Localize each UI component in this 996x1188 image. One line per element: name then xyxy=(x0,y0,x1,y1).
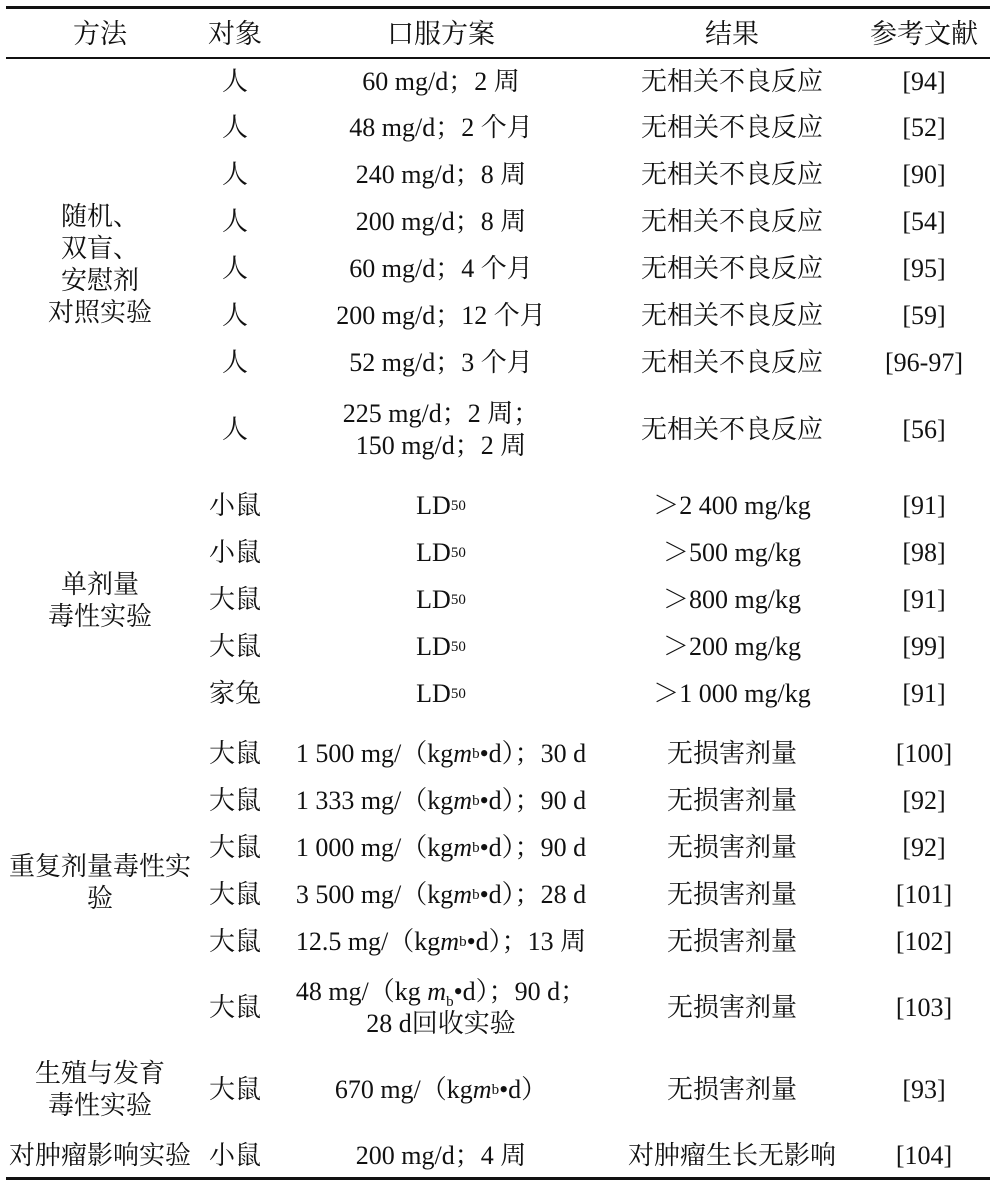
cell-subject: 人 xyxy=(221,254,248,283)
cell-regimen: 200 mg/d；4 周 xyxy=(355,1141,527,1170)
cell-result: ＞1 000 mg/kg xyxy=(653,679,811,708)
cell-result: 无损害剂量 xyxy=(666,993,797,1022)
cell-subject: 小鼠 xyxy=(208,538,261,567)
cell-reference: [91] xyxy=(902,491,946,520)
cell-reference: [91] xyxy=(902,585,946,614)
cell-subject: 人 xyxy=(221,113,248,142)
cell-result: ＞500 mg/kg xyxy=(663,538,801,567)
cell-result: 无损害剂量 xyxy=(666,739,797,768)
cell-reference: [95] xyxy=(902,254,946,283)
cell-reference: [56] xyxy=(902,415,946,444)
cell-regimen: 1 500 mg/（kg m b •d）；30 d xyxy=(295,739,587,768)
cell-regimen: 200 mg/d；8 周 xyxy=(355,207,527,236)
cell-regimen: 670 mg/（kg m b •d） xyxy=(334,1075,548,1104)
cell-result: 无相关不良反应 xyxy=(640,207,823,236)
cell-regimen: 1 000 mg/（kg m b •d）；90 d xyxy=(295,833,587,862)
header-references: 参考文献 xyxy=(870,19,978,49)
cell-subject: 大鼠 xyxy=(208,632,261,661)
cell-regimen: 3 500 mg/（kg m b •d）；28 d xyxy=(295,880,587,909)
cell-result: 无相关不良反应 xyxy=(640,160,823,189)
cell-subject: 家兔 xyxy=(208,679,261,708)
cell-reference: [104] xyxy=(895,1141,953,1170)
cell-subject: 大鼠 xyxy=(208,786,261,815)
cell-reference: [100] xyxy=(895,739,953,768)
cell-regimen: 60 mg/d；2 周 xyxy=(362,67,520,96)
cell-reference: [96-97] xyxy=(885,348,963,377)
cell-subject: 大鼠 xyxy=(208,993,261,1022)
cell-subject: 人 xyxy=(221,348,248,377)
cell-reference: [59] xyxy=(902,301,946,330)
cell-result: 无损害剂量 xyxy=(666,880,797,909)
cell-reference: [91] xyxy=(902,679,946,708)
cell-result: 无相关不良反应 xyxy=(640,301,823,330)
table-header-rule xyxy=(6,57,990,59)
cell-regimen: LD 50 xyxy=(416,491,466,520)
cell-reference: [90] xyxy=(902,160,946,189)
cell-regimen: 1 333 mg/（kg m b •d）；90 d xyxy=(295,786,587,815)
cell-subject: 大鼠 xyxy=(208,1075,261,1104)
header-result: 结果 xyxy=(705,19,759,49)
cell-regimen: LD 50 xyxy=(416,538,466,567)
cell-result: 对肿瘤生长无影响 xyxy=(627,1141,836,1170)
cell-result: 无损害剂量 xyxy=(666,927,797,956)
header-regimen: 口服方案 xyxy=(387,19,495,49)
cell-subject: 大鼠 xyxy=(208,739,261,768)
cell-regimen: 48 mg/d；2 个月 xyxy=(349,113,533,142)
cell-result: 无相关不良反应 xyxy=(640,254,823,283)
cell-result: 无损害剂量 xyxy=(666,1075,797,1104)
group-label: 重复剂量毒性实 验 xyxy=(8,852,191,913)
cell-regimen: 52 mg/d；3 个月 xyxy=(349,348,533,377)
cell-subject: 人 xyxy=(221,207,248,236)
cell-reference: [101] xyxy=(895,880,953,909)
cell-reference: [54] xyxy=(902,207,946,236)
cell-subject: 小鼠 xyxy=(208,491,261,520)
cell-subject: 小鼠 xyxy=(208,1141,261,1170)
cell-regimen: 200 mg/d；12 个月 xyxy=(336,301,546,330)
cell-result: 无相关不良反应 xyxy=(640,67,823,96)
cell-regimen: 12.5 mg/（kg m b •d）；13 周 xyxy=(295,927,587,956)
cell-result: 无损害剂量 xyxy=(666,833,797,862)
cell-result: ＞200 mg/kg xyxy=(663,632,801,661)
cell-result: ＞2 400 mg/kg xyxy=(653,491,811,520)
group-label: 随机、 双盲、 安慰剂 对照实验 xyxy=(47,202,152,327)
cell-regimen: 60 mg/d；4 个月 xyxy=(349,254,533,283)
cell-reference: [92] xyxy=(902,786,946,815)
cell-result: ＞800 mg/kg xyxy=(663,585,801,614)
cell-reference: [102] xyxy=(895,927,953,956)
cell-reference: [93] xyxy=(902,1075,946,1104)
group-label: 生殖与发育 毒性实验 xyxy=(34,1059,165,1120)
cell-reference: [103] xyxy=(895,993,953,1022)
cell-regimen: LD 50 xyxy=(416,679,466,708)
group-label: 对肿瘤影响实验 xyxy=(8,1141,191,1170)
cell-reference: [94] xyxy=(902,67,946,96)
cell-result: 无损害剂量 xyxy=(666,786,797,815)
cell-result: 无相关不良反应 xyxy=(640,348,823,377)
cell-reference: [92] xyxy=(902,833,946,862)
cell-regimen: LD 50 xyxy=(416,585,466,614)
cell-regimen: 225 mg/d；2 周； 150 mg/d；2 周 xyxy=(342,399,540,460)
group-label: 单剂量 毒性实验 xyxy=(47,570,152,631)
cell-subject: 大鼠 xyxy=(208,880,261,909)
cell-subject: 人 xyxy=(221,301,248,330)
cell-regimen: 240 mg/d；8 周 xyxy=(355,160,527,189)
cell-subject: 大鼠 xyxy=(208,927,261,956)
cell-result: 无相关不良反应 xyxy=(640,415,823,444)
cell-subject: 人 xyxy=(221,415,248,444)
cell-result: 无相关不良反应 xyxy=(640,113,823,142)
header-subject: 对象 xyxy=(208,19,262,49)
cell-subject: 大鼠 xyxy=(208,833,261,862)
cell-subject: 人 xyxy=(221,67,248,96)
cell-regimen: 48 mg/（kg $m_b•d$）；90 d； 28 d回收实验 xyxy=(295,977,587,1038)
cell-reference: [98] xyxy=(902,538,946,567)
cell-subject: 人 xyxy=(221,160,248,189)
cell-regimen: LD 50 xyxy=(416,632,466,661)
cell-reference: [52] xyxy=(902,113,946,142)
header-method: 方法 xyxy=(73,19,127,49)
table-top-rule xyxy=(6,6,990,9)
cell-subject: 大鼠 xyxy=(208,585,261,614)
cell-reference: [99] xyxy=(902,632,946,661)
